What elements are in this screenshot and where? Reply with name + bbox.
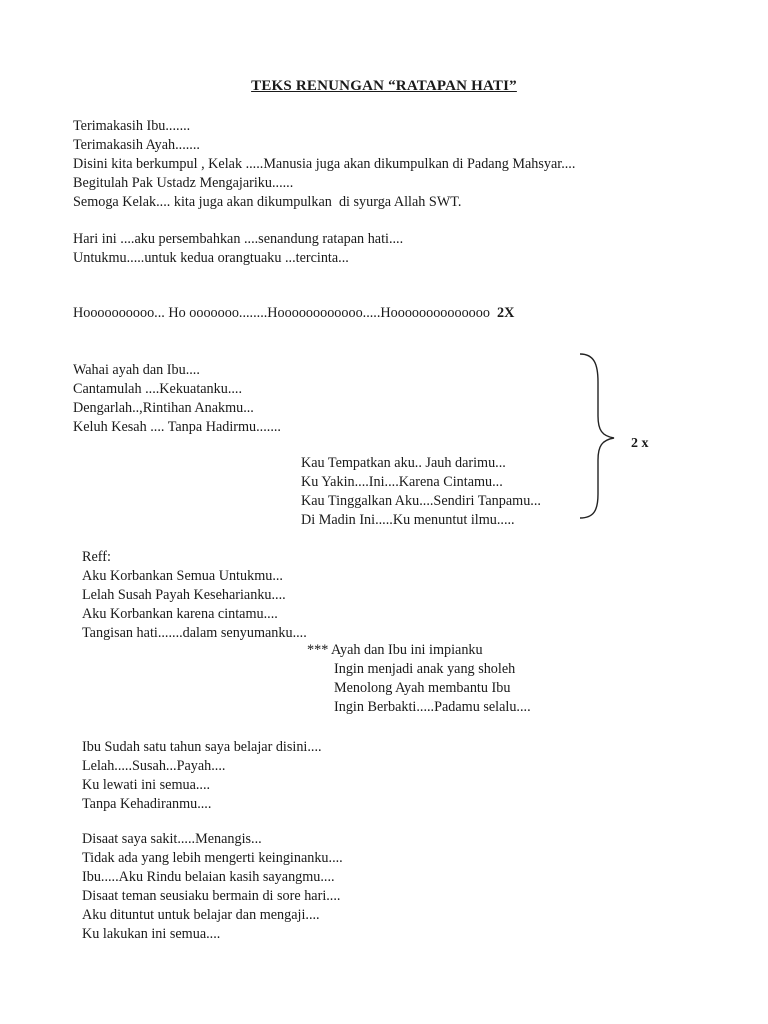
text-line: Wahai ayah dan Ibu.... [73,362,200,378]
text-line: Hari ini ....aku persembahkan ....senandung ratapan hati.... [73,231,404,247]
text-line: Aku dituntut untuk belajar dan mengaji.... [82,907,320,923]
text-line: Terimakasih Ayah....... [73,137,200,153]
text-line: Aku Korbankan Semua Untukmu... [82,568,283,584]
humming-text: Hoooooooooo... Ho ooooooo........Hoooooooooooo.....Hoooooooooooooo [73,305,498,321]
wish-section [307,641,531,717]
text-line: Begitulah Pak Ustadz Mengajariku...... [73,175,294,191]
sick-paragraph [82,830,343,944]
verse-one [73,361,281,437]
verse-two [301,454,541,530]
text-line: Disaat saya sakit.....Menangis... [82,831,262,847]
reff-section [82,548,307,643]
text-line: Lelah.....Susah...Payah.... [82,758,226,774]
reff-heading: Reff: [82,549,111,565]
document-title: TEKS RENUNGAN “RATAPAN HATI” [251,78,517,94]
text-line: Keluh Kesah .... Tanpa Hadirmu....... [73,419,281,435]
text-line: Tangisan hati.......dalam senyumanku.... [82,625,307,641]
year-paragraph [82,738,322,814]
text-line: Aku Korbankan karena cintamu.... [82,606,278,622]
text-line: Menolong Ayah membantu Ibu [334,680,511,696]
text-line: Tidak ada yang lebih mengerti keinginanku.... [82,850,343,866]
verse-repeat-label: 2 x [631,436,649,451]
text-line: Dengarlah..,Rintihan Anakmu... [73,400,254,416]
text-line: Lelah Susah Payah Keseharianku.... [82,587,286,603]
text-line: Ku Yakin....Ini....Karena Cintamu... [301,474,503,490]
text-line: Ku lakukan ini semua.... [82,926,221,942]
humming-repeat: 2X [497,305,515,321]
text-line: Untukmu.....untuk kedua orangtuaku ...tercinta... [73,250,349,266]
text-line: Ku lewati ini semua.... [82,777,211,793]
text-line: Cantamulah ....Kekuatanku.... [73,381,243,397]
offering-paragraph [73,230,403,268]
humming-line [73,304,514,323]
text-line: Ibu Sudah satu tahun saya belajar disini.... [82,739,322,755]
text-line: Kau Tempatkan aku.. Jauh darimu... [301,455,506,471]
text-line: Kau Tinggalkan Aku....Sendiri Tanpamu... [301,493,541,509]
text-line: Tanpa Kehadiranmu.... [82,796,212,812]
text-line: Ingin menjadi anak yang sholeh [334,661,516,677]
curly-brace-icon [578,352,618,522]
text-line: Disaat teman seusiaku bermain di sore hari.... [82,888,341,904]
text-line: Ingin Berbakti.....Padamu selalu.... [334,699,531,715]
text-line: Semoga Kelak.... kita juga akan dikumpulkan di syurga Allah SWT. [73,194,462,210]
text-line: Ibu.....Aku Rindu belaian kasih sayangmu.... [82,869,335,885]
intro-paragraph [73,117,575,212]
text-line: *** Ayah dan Ibu ini impianku [307,642,483,658]
text-line: Terimakasih Ibu....... [73,118,191,134]
text-line: Disini kita berkumpul , Kelak .....Manusia juga akan dikumpulkan di Padang Mahsyar.... [73,156,576,172]
text-line: Di Madin Ini.....Ku menuntut ilmu..... [301,512,515,528]
